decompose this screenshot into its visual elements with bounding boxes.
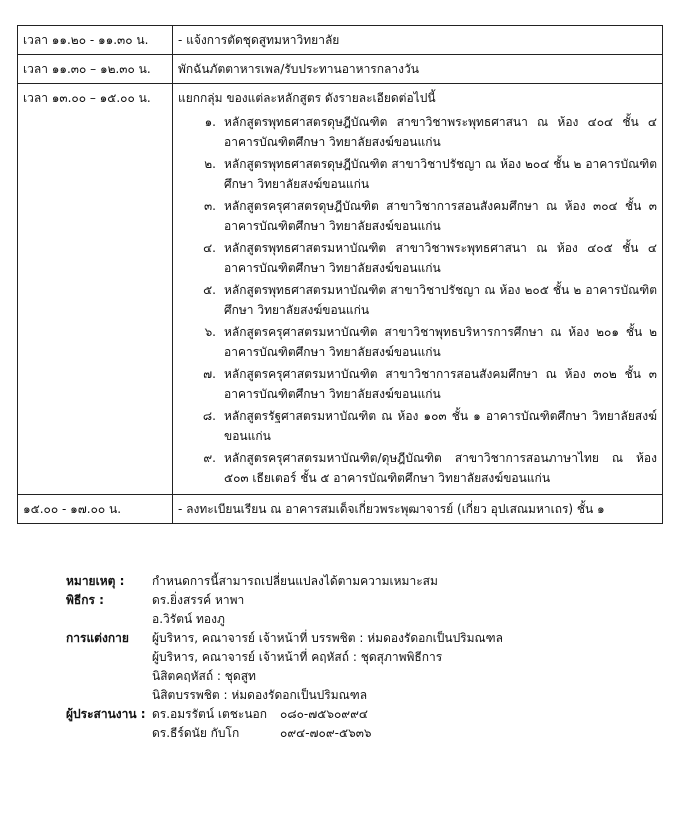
coordinator-list [152, 705, 626, 743]
item-number: ๗. [203, 367, 216, 381]
item-number: ๕. [203, 283, 216, 297]
mc-name: ดร.ยิ่งสรรค์ หาพา [152, 593, 245, 607]
list-item [178, 280, 657, 320]
mc-label: พิธีกร : [66, 593, 104, 607]
mc-row [66, 591, 626, 629]
list-item [178, 154, 657, 194]
item-number: ๓. [203, 199, 216, 213]
item-number: ๒. [204, 157, 216, 171]
item-text: หลักสูตรพุทธศาสตรดุษฎีบัณฑิต สาขาวิชาพระพุทธศาสนา ณ ห้อง ๔๐๔ ชั้น ๔ อาคารบัณฑิตศึกษา วิทยาลัยสงฆ์ขอนแก่น [224, 115, 657, 149]
item-number: ๔. [203, 241, 216, 255]
list-item [178, 406, 657, 446]
coordinator-name: ดร.อมรรัตน์ เตชะนอก [152, 707, 268, 721]
dress-lines [152, 629, 626, 705]
time-cell: เวลา ๑๑.๒๐ - ๑๑.๓๐ น. [18, 26, 173, 55]
coordinator-name: ดร.ธีร์ดนัย กับโก [152, 726, 240, 740]
coordinator-label: ผู้ประสานงาน : [66, 707, 146, 721]
list-item [178, 196, 657, 236]
item-text: หลักสูตรพุทธศาสตรดุษฎีบัณฑิต สาขาวิชาปรัชญา ณ ห้อง ๒๐๔ ชั้น ๒ อาคารบัณฑิตศึกษา วิทยาลัยสงฆ์ขอนแก่น [224, 157, 657, 191]
item-number: ๘. [202, 409, 216, 423]
dress-label: การแต่งกาย [66, 631, 129, 645]
item-number: ๙. [203, 451, 216, 465]
group-intro: แยกกลุ่ม ของแต่ละหลักสูตร ดังรายละเอียดต่อไปนี้ [178, 91, 436, 105]
list-item [178, 448, 657, 488]
dress-line: ผู้บริหาร, คณาจารย์ เจ้าหน้าที่ บรรพชิต : ห่มดองรัดอกเป็นปริมณฑล [152, 631, 503, 645]
list-item [178, 322, 657, 362]
schedule-row [18, 55, 663, 84]
schedule-row [18, 84, 663, 495]
dress-line: ผู้บริหาร, คณาจารย์ เจ้าหน้าที่ คฤหัสถ์ : ชุดสุภาพพิธีการ [152, 650, 443, 664]
coordinator-contact [152, 724, 626, 743]
item-text: หลักสูตรพุทธศาสตรมหาบัณฑิต สาขาวิชาพระพุทธศาสนา ณ ห้อง ๔๐๕ ชั้น ๔ อาคารบัณฑิตศึกษา วิทยาลัยสงฆ์ขอนแก่น [224, 241, 657, 275]
dress-row [66, 629, 626, 705]
time-cell: เวลา ๑๑.๓๐ – ๑๒.๓๐ น. [18, 55, 173, 84]
item-text: หลักสูตรพุทธศาสตรมหาบัณฑิต สาขาวิชาปรัชญา ณ ห้อง ๒๐๕ ชั้น ๒ อาคารบัณฑิตศึกษา วิทยาลัยสงฆ์ขอนแก่น [224, 283, 657, 317]
item-text: หลักสูตรรัฐศาสตรมหาบัณฑิต ณ ห้อง ๑๐๓ ชั้น ๑ อาคารบัณฑิตศึกษา วิทยาลัยสงฆ์ขอนแก่น [224, 409, 657, 443]
list-item [178, 112, 657, 152]
list-item [178, 238, 657, 278]
item-text: หลักสูตรครุศาสตรดุษฎีบัณฑิต สาขาวิชาการสอนสังคมศึกษา ณ ห้อง ๓๐๔ ชั้น ๓ อาคารบัณฑิตศึกษา วิทยาลัยสงฆ์ขอนแก่น [224, 199, 657, 233]
schedule-table [17, 25, 663, 524]
schedule-row [18, 495, 663, 524]
remark-row [66, 572, 626, 591]
dress-line: นิสิตคฤหัสถ์ : ชุดสูท [152, 669, 256, 683]
mc-name: อ.วิรัตน์ ทองภู [152, 612, 225, 626]
item-text: หลักสูตรครุศาสตรมหาบัณฑิต สาขาวิชาพุทธบริหารการศึกษา ณ ห้อง ๒๐๑ ชั้น ๒ อาคารบัณฑิตศึกษา วิทยาลัยสงฆ์ขอนแก่น [224, 325, 657, 359]
item-text: หลักสูตรครุศาสตรมหาบัณฑิต สาขาวิชาการสอนสังคมศึกษา ณ ห้อง ๓๐๒ ชั้น ๓ อาคารบัณฑิตศึกษา วิทยาลัยสงฆ์ขอนแก่น [224, 367, 657, 401]
time-cell: เวลา ๑๓.๐๐ – ๑๕.๐๐ น. [18, 84, 173, 495]
activity-cell: พักฉันภัตตาหารเพล/รับประทานอาหารกลางวัน [173, 55, 663, 84]
schedule-row [18, 26, 663, 55]
activity-cell: - แจ้งการตัดชุดสูทมหาวิทยาลัย [173, 26, 663, 55]
item-number: ๖. [204, 325, 216, 339]
dress-line: นิสิตบรรพชิต : ห่มดองรัดอกเป็นปริมณฑล [152, 688, 368, 702]
time-cell: ๑๕.๐๐ - ๑๗.๐๐ น. [18, 495, 173, 524]
coordinator-phone: ๐๘๐-๗๕๖๐๙๙๔ [280, 707, 368, 721]
remark-label: หมายเหตุ : [66, 574, 125, 588]
activity-cell [173, 84, 663, 495]
list-item [178, 364, 657, 404]
item-text: หลักสูตรครุศาสตรมหาบัณฑิต/ดุษฎีบัณฑิต สาขาวิชาการสอนภาษาไทย ณ ห้อง ๕๐๓ เธียเตอร์ ชั้น ๕ อาคารบัณฑิตศึกษา วิทยาลัยสงฆ์ขอนแก่น [224, 451, 657, 485]
item-number: ๑. [204, 115, 216, 129]
remark-text: กำหนดการนี้สามารถเปลี่ยนแปลงได้ตามความเหมาะสม [152, 574, 438, 588]
mc-names [152, 591, 626, 629]
coordinator-row [66, 705, 626, 743]
coordinator-phone: ๐๙๔-๗๐๙-๕๖๓๖ [280, 726, 372, 740]
activity-cell: - ลงทะเบียนเรียน ณ อาคารสมเด็จเกี่ยวพระพุฒาจารย์ (เกี่ยว อุปเสณมหาเถร) ชั้น ๑ [173, 495, 663, 524]
notes-section [66, 572, 626, 743]
course-list [178, 112, 657, 488]
coordinator-contact [152, 705, 626, 724]
